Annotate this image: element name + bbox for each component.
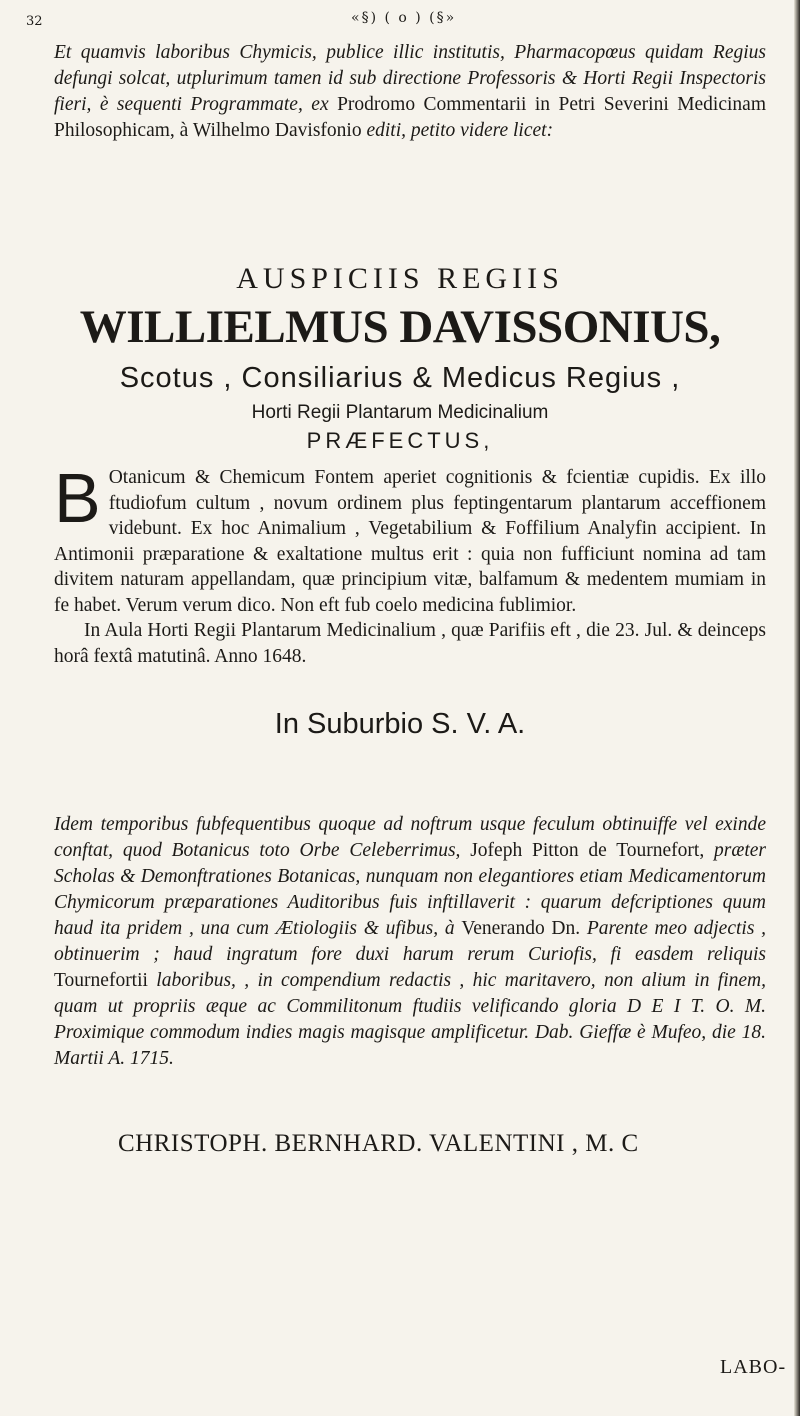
author-signature: CHRISTOPH. BERNHARD. VALENTINI , M. C	[118, 1130, 639, 1157]
closing-text-a: Idem temporibus fubfequentibus quoque ad noftrum usque feculum obtinuiffe vel exinde conftat, quod Botanicus toto Orbe Celeberrimus,	[54, 814, 766, 861]
title-auspiciis: AUSPICIIS REGIIS	[236, 262, 564, 295]
programme-date-text: In Aula Horti Regii Plantarum Medicinalium , quæ Parifiis eft , die 23. Jul. & deinceps horâ fextâ matutinâ. Anno 1648.	[54, 620, 766, 667]
intro-upright-text: Prodromo Commentarii in Petri Severini Medicinam Philosophicam, à Wilhelmo Davisfonio	[54, 94, 766, 141]
intro-tail-text: editi, petito videre licet:	[366, 120, 554, 141]
closing-text-g: laboribus, , in compendium redactis , hic maritavero, non alium in finem, quam ut propriis æque ac Commilitonum ftudiis velificando gloria D E I T. O. M. Proximique commodum indies magis magisque amplificetur. Dab. Gieffæ è Mufeo, die 18. Martii A. 1715.	[54, 970, 766, 1069]
programme-body	[54, 459, 766, 669]
closing-venerando: Venerando Dn.	[461, 918, 581, 939]
closing-name-tournefort: Jofeph Pitton de Tournefort,	[470, 840, 705, 861]
drop-cap: B	[54, 459, 101, 537]
title-name: WILLIELMUS DAVISSONIUS,	[79, 301, 721, 353]
title-role: Scotus , Consiliarius & Medicus Regius ,	[119, 362, 681, 394]
catchword: LABO-	[720, 1356, 787, 1378]
intro-italic-text: Et quamvis laboribus Chymicis, publice illic institutis, Pharmacopœus quidam Regius defungi solcat, utplurimum tamen id sub directione Professoris & Horti Regii Inspectoris fieri, è sequenti Programmate, ex	[54, 42, 766, 115]
intro-paragraph	[54, 40, 766, 144]
suburb-line: In Suburbio S. V. A.	[274, 708, 526, 740]
page-number: 32	[26, 14, 43, 29]
ornament-mark: «§) ( o ) (§»	[351, 10, 457, 26]
title-praefectus: PRÆFECTUS,	[306, 428, 494, 453]
closing-tournefortii: Tournefortii	[54, 970, 148, 991]
closing-paragraph	[54, 812, 766, 1072]
programme-text: Otanicum & Chemicum Fontem aperiet cognitionis & fcientiæ cupidis. Ex illo ftudiofum cultum , novum ordinem plus feptingentarum plantarum acceffionem videbunt. Ex hoc Animalium , Vegetabilium & Foffilium Analyfin accipient. In Antimonii præparatione & exaltatione multus erit : quia non fufficiunt nomina ad tam divitem naturam appellandam, quæ principium vitæ, balfamum & medentem mumiam in fe habet. Verum verum dico. Non eft fub coelo medicina fublimior.	[54, 467, 766, 616]
closing-text-e: Parente meo adjectis , obtinuerim ; haud ingratum fore duxi harum rerum Curiofis, fi easdem reliquis	[54, 918, 766, 965]
title-garden: Horti Regii Plantarum Medicinalium	[251, 402, 549, 423]
closing-text-c: præter Scholas & Demonftrationes Botanicas, nunquam non elegantiores etiam Medicamentorum Chymicorum præparationes Auditoribus fuis inftillaverit : quarum defcriptiones quum haud ita pridem , una cum Ætiologiis & ufibus, à	[54, 840, 767, 939]
page-edge-shadow	[794, 0, 800, 1416]
page-header	[26, 6, 766, 32]
